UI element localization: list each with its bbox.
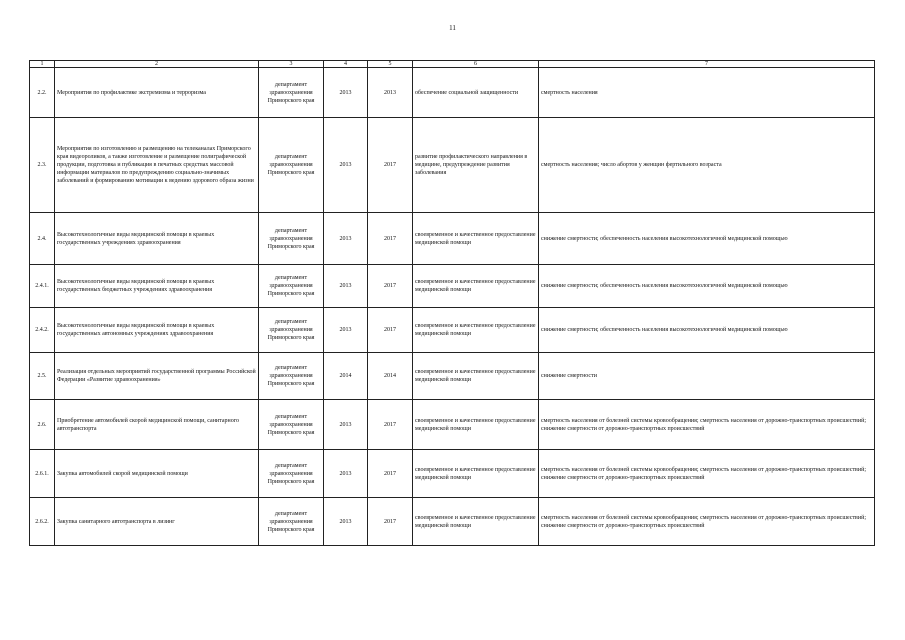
- table-row: [30, 450, 875, 498]
- table-row: [30, 265, 875, 308]
- end-year: 2017: [368, 498, 413, 546]
- column-header: 4: [324, 61, 368, 68]
- end-year: 2017: [368, 400, 413, 450]
- table-row: [30, 353, 875, 400]
- target-indicator: смертность населения от болезней системы кровообращения; смертность населения от дорожно-транспортных происшествий; снижение смертности от дорожно-транспортных происшествий: [539, 400, 875, 450]
- row-number: 2.6.1.: [30, 450, 55, 498]
- row-number: 2.3.: [30, 118, 55, 213]
- start-year: 2013: [324, 213, 368, 265]
- event-name: Приобретение автомобилей скорой медицинской помощи, санитарного автотранспорта: [55, 400, 259, 450]
- executor: департамент здравоохранения Приморского края: [259, 68, 324, 118]
- table-row: [30, 213, 875, 265]
- expected-result: своевременное и качественное предоставление медицинской помощи: [413, 353, 539, 400]
- start-year: 2014: [324, 353, 368, 400]
- row-number: 2.5.: [30, 353, 55, 400]
- target-indicator: смертность населения от болезней системы кровообращения; смертность населения от дорожно-транспортных происшествий; снижение смертности от дорожно-транспортных происшествий: [539, 498, 875, 546]
- executor: департамент здравоохранения Приморского края: [259, 353, 324, 400]
- row-number: 2.6.: [30, 400, 55, 450]
- target-indicator: смертность населения; число абортов у женщин фертильного возраста: [539, 118, 875, 213]
- target-indicator: смертность населения от болезней системы кровообращения; смертность населения от дорожно-транспортных происшествий; снижение смертности от дорожно-транспортных происшествий: [539, 450, 875, 498]
- table-row: [30, 308, 875, 353]
- program-events-table: [29, 60, 875, 546]
- event-name: Высокотехнологичные виды медицинской помощи в краевых государственных учреждениях здравоохранения: [55, 213, 259, 265]
- end-year: 2017: [368, 450, 413, 498]
- expected-result: своевременное и качественное предоставление медицинской помощи: [413, 400, 539, 450]
- row-number: 2.4.2.: [30, 308, 55, 353]
- expected-result: своевременное и качественное предоставление медицинской помощи: [413, 308, 539, 353]
- column-header: 1: [30, 61, 55, 68]
- row-number: 2.4.1.: [30, 265, 55, 308]
- executor: департамент здравоохранения Приморского края: [259, 265, 324, 308]
- column-header: 7: [539, 61, 875, 68]
- event-name: Мероприятия по профилактике экстремизма и терроризма: [55, 68, 259, 118]
- end-year: 2014: [368, 353, 413, 400]
- executor: департамент здравоохранения Приморского края: [259, 308, 324, 353]
- column-header: 3: [259, 61, 324, 68]
- end-year: 2017: [368, 265, 413, 308]
- expected-result: обеспечение социальной защищенности: [413, 68, 539, 118]
- event-name: Высокотехнологичные виды медицинской помощи в краевых государственных автономных учреждениях здравоохранения: [55, 308, 259, 353]
- column-header: 5: [368, 61, 413, 68]
- header-row: [30, 61, 875, 68]
- start-year: 2013: [324, 308, 368, 353]
- table-row: [30, 68, 875, 118]
- start-year: 2013: [324, 118, 368, 213]
- column-header: 2: [55, 61, 259, 68]
- target-indicator: снижение смертности; обеспеченность населения высокотехнологичной медицинской помощью: [539, 213, 875, 265]
- row-number: 2.6.2.: [30, 498, 55, 546]
- target-indicator: снижение смертности; обеспеченность населения высокотехнологичной медицинской помощью: [539, 265, 875, 308]
- event-name: Реализация отдельных мероприятий государственной программы Российской Федерации «Развитие здравоохранения»: [55, 353, 259, 400]
- start-year: 2013: [324, 265, 368, 308]
- table-row: [30, 118, 875, 213]
- target-indicator: снижение смертности; обеспеченность населения высокотехнологичной медицинской помощью: [539, 308, 875, 353]
- target-indicator: смертность населения: [539, 68, 875, 118]
- executor: департамент здравоохранения Приморского края: [259, 498, 324, 546]
- expected-result: своевременное и качественное предоставление медицинской помощи: [413, 213, 539, 265]
- end-year: 2017: [368, 213, 413, 265]
- start-year: 2013: [324, 450, 368, 498]
- start-year: 2013: [324, 498, 368, 546]
- event-name: Высокотехнологичные виды медицинской помощи в краевых государственных бюджетных учреждениях здравоохранения: [55, 265, 259, 308]
- row-number: 2.4.: [30, 213, 55, 265]
- start-year: 2013: [324, 400, 368, 450]
- event-name: Мероприятия по изготовлению и размещению на телеканалах Приморского края видеороликов, а также изготовление и размещение полиграфической продукции, подготовка и публикация в печатных средствах массовой информации материалов по предупреждению социально-значимых заболеваний и формированию мотивации к ведению здорового образа жизни: [55, 118, 259, 213]
- end-year: 2017: [368, 308, 413, 353]
- event-name: Закупка санитарного автотранспорта в лизинг: [55, 498, 259, 546]
- expected-result: своевременное и качественное предоставление медицинской помощи: [413, 498, 539, 546]
- table-row: [30, 400, 875, 450]
- executor: департамент здравоохранения Приморского края: [259, 400, 324, 450]
- expected-result: своевременное и качественное предоставление медицинской помощи: [413, 265, 539, 308]
- page-number: 11: [449, 24, 456, 32]
- end-year: 2017: [368, 118, 413, 213]
- executor: департамент здравоохранения Приморского края: [259, 118, 324, 213]
- executor: департамент здравоохранения Приморского края: [259, 450, 324, 498]
- expected-result: развитие профилактического направления в медицине, предупреждение развития заболевания: [413, 118, 539, 213]
- target-indicator: снижение смертности: [539, 353, 875, 400]
- start-year: 2013: [324, 68, 368, 118]
- column-header: 6: [413, 61, 539, 68]
- executor: департамент здравоохранения Приморского края: [259, 213, 324, 265]
- table-row: [30, 498, 875, 546]
- end-year: 2013: [368, 68, 413, 118]
- row-number: 2.2.: [30, 68, 55, 118]
- event-name: Закупка автомобилей скорой медицинской помощи: [55, 450, 259, 498]
- expected-result: своевременное и качественное предоставление медицинской помощи: [413, 450, 539, 498]
